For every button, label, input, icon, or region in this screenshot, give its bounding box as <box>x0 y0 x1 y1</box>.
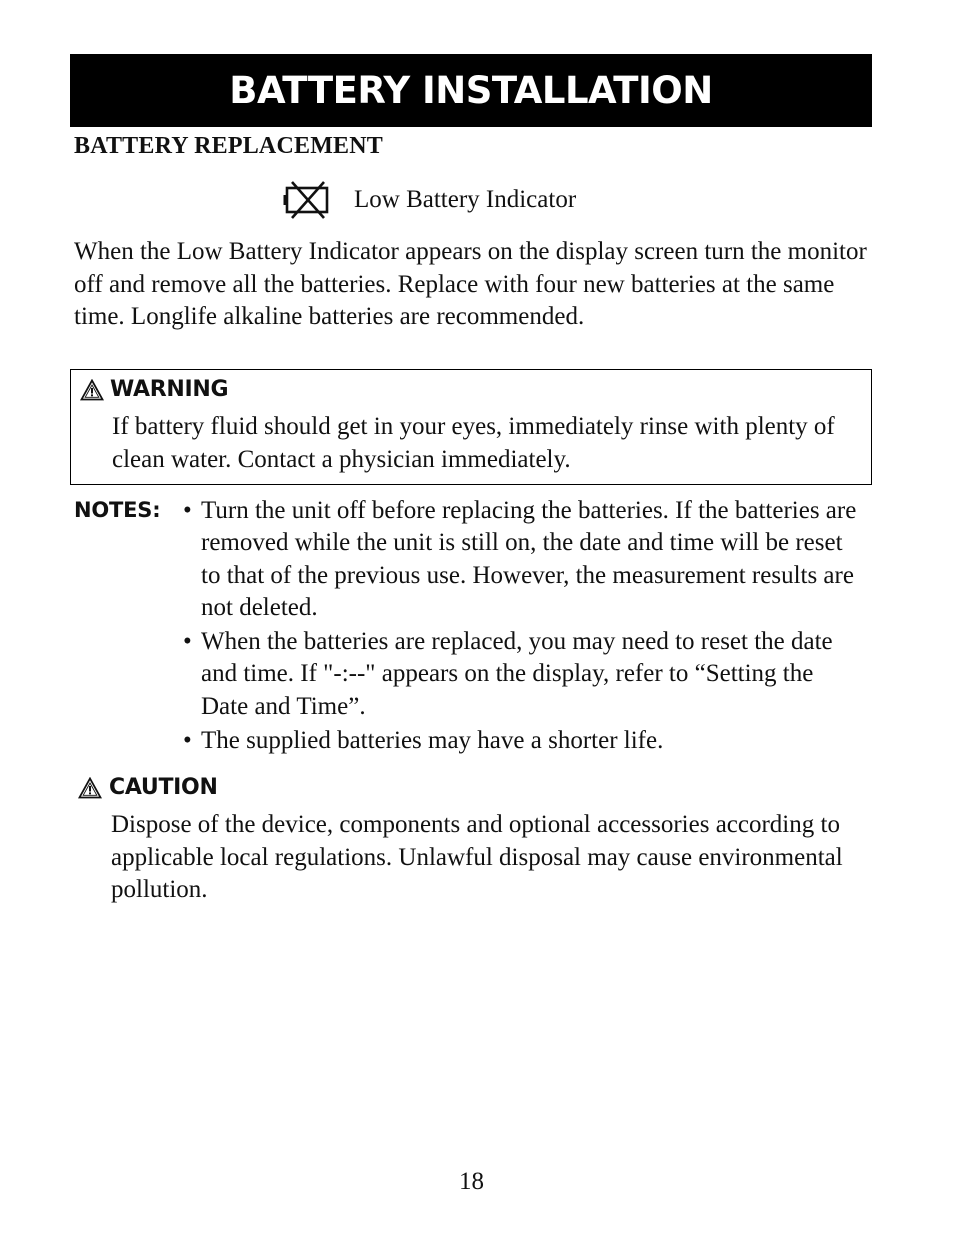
list-item <box>183 725 863 757</box>
page-number: 18 <box>459 1168 484 1195</box>
list-item <box>183 626 863 723</box>
low-battery-icon <box>283 180 331 220</box>
warning-triangle-icon <box>80 379 104 401</box>
list-item <box>183 495 863 624</box>
warning-box <box>70 369 872 485</box>
bullet: • <box>183 497 192 524</box>
section-title-bar <box>70 54 872 127</box>
caution-title: CAUTION <box>109 775 218 800</box>
note-text: Turn the unit off before replacing the batteries. If the batteries are removed while the unit is still on, the date and time will be reset to that of the previous use. However, the measurement results are not deleted. <box>201 497 857 621</box>
warning-text: If battery fluid should get in your eyes, immediately rinse with plenty of clean water. Contact a physician immediately. <box>112 413 835 473</box>
bullet: • <box>183 628 192 656</box>
warning-title: WARNING <box>110 377 229 402</box>
caution-triangle-icon <box>78 777 102 799</box>
notes-list <box>183 495 863 759</box>
notes-label: NOTES: <box>74 498 161 522</box>
body-paragraph: When the Low Battery Indicator appears on the display screen turn the monitor off and remove all the batteries. Replace with four new batteries at the same time. Longlife alkaline batteries are recommended. <box>74 238 867 330</box>
note-text: When the batteries are replaced, you may need to reset the date and time. If "-:--" appears on the display, refer to “Setting the Date and Time”. <box>201 628 833 720</box>
bullet: • <box>183 727 192 755</box>
note-text: The supplied batteries may have a shorter life. <box>201 727 664 755</box>
low-battery-indicator-row <box>283 180 576 220</box>
indicator-label: Low Battery Indicator <box>354 186 577 213</box>
page-title: BATTERY INSTALLATION <box>229 69 713 112</box>
subheading: BATTERY REPLACEMENT <box>74 133 383 159</box>
caution-text: Dispose of the device, components and optional accessories according to applicable local regulations. Unlawful disposal may cause environmental pollution. <box>111 811 843 903</box>
warning-header <box>80 377 228 402</box>
caution-header <box>78 775 218 800</box>
